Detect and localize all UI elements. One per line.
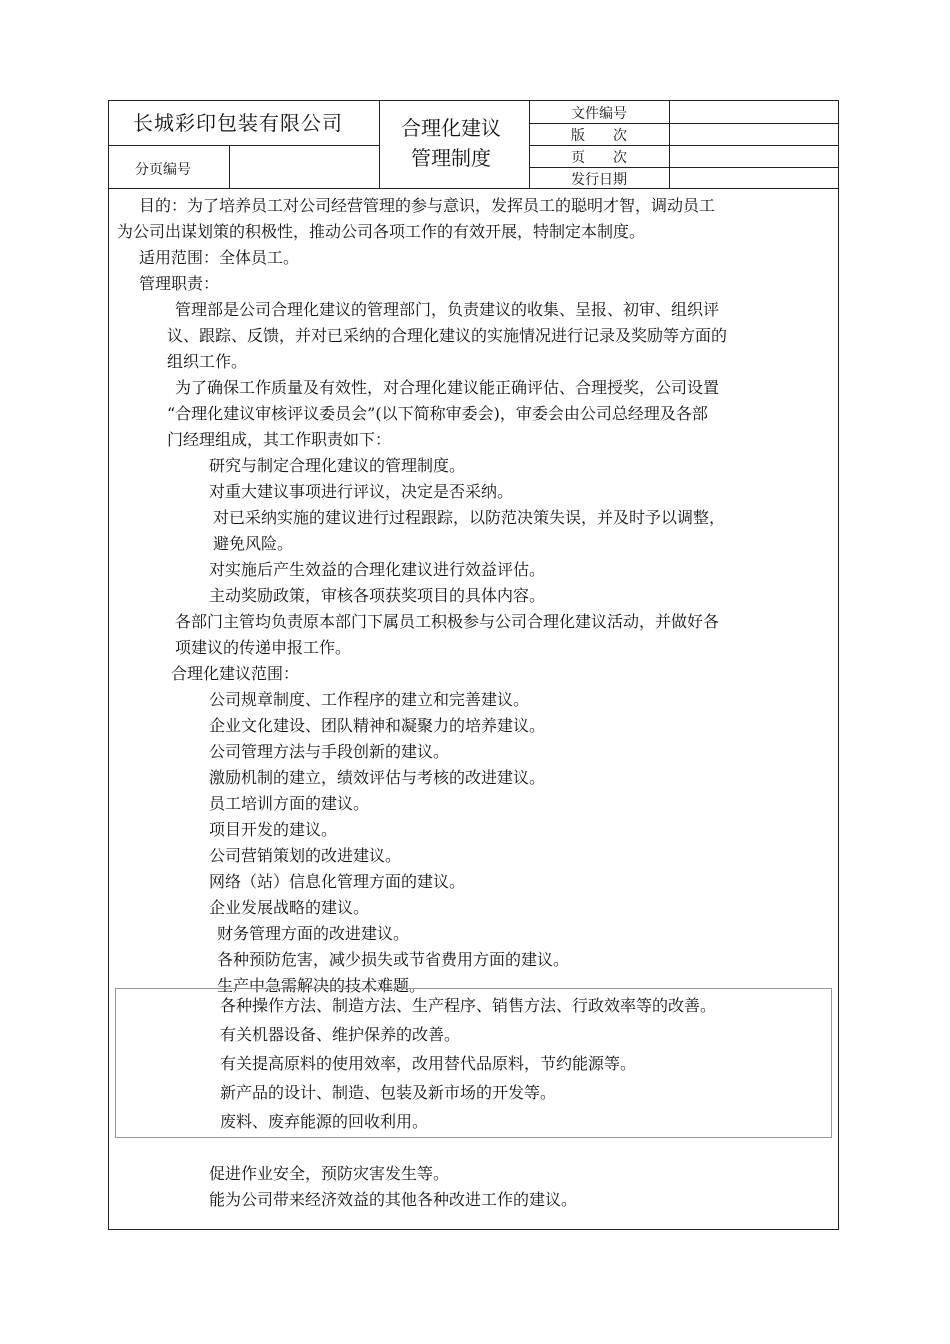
document-header (109, 101, 838, 189)
department-duty-line: 项建议的传递申报工作。 (175, 638, 352, 657)
committee-duty-item: 对已采纳实施的建议进行过程跟踪，以防范决策失误，并及时予以调整， (213, 508, 726, 527)
committee-duty-item: 主动奖励政策，审核各项获奖项目的具体内容。 (209, 586, 546, 605)
range-item: 公司规章制度、工作程序的建立和完善建议。 (209, 690, 530, 709)
scope-line: 适用范围：全体员工。 (139, 248, 300, 267)
committee-duty-item: 对实施后产生效益的合理化建议进行效益评估。 (209, 560, 546, 579)
duty-paragraph-line: 管理部是公司合理化建议的管理部门，负责建议的收集、呈报、初审、组织评 (175, 300, 720, 319)
header-divider (529, 145, 838, 146)
range-item: 公司管理方法与手段创新的建议。 (209, 742, 450, 761)
header-divider (109, 145, 379, 146)
range-item: 项目开发的建议。 (209, 820, 338, 839)
document-title-line1: 合理化建议 (401, 116, 501, 140)
duty-paragraph-line: 组织工作。 (167, 352, 248, 371)
committee-duty-item: 研究与制定合理化建议的管理制度。 (209, 456, 466, 475)
issue-date-label: 发行日期 (571, 172, 627, 188)
duty-paragraph-line: 议、跟踪、反馈，并对已采纳的合理化建议的实施情况进行记录及奖励等方面的 (167, 326, 728, 345)
document-frame (108, 100, 839, 1230)
version-label: 版 次 (571, 128, 627, 144)
company-name: 长城彩印包装有限公司 (133, 111, 343, 135)
range-item: 财务管理方面的改进建议。 (217, 924, 410, 943)
purpose-line: 为公司出谋划策的积极性，推动公司各项工作的有效开展，特制定本制度。 (117, 222, 646, 241)
range-item: 公司营销策划的改进建议。 (209, 846, 402, 865)
range-item: 各种预防危害，减少损失或节省费用方面的建议。 (217, 950, 570, 969)
header-divider (379, 101, 380, 189)
page-label: 页 次 (571, 150, 627, 166)
duty-heading: 管理职责： (139, 274, 220, 293)
header-divider (229, 145, 230, 189)
box-item: 有关提高原料的使用效率，改用替代品原料，节约能源等。 (220, 1054, 637, 1073)
duty-paragraph-line: 门经理组成，其工作职责如下： (167, 430, 392, 449)
document-title (391, 113, 511, 173)
range-item: 促进作业安全，预防灾害发生等。 (209, 1164, 450, 1183)
subpage-number-label: 分页编号 (135, 162, 191, 178)
range-heading: 合理化建议范围： (171, 664, 300, 683)
box-item: 新产品的设计、制造、包装及新市场的开发等。 (220, 1083, 557, 1102)
committee-duty-item: 避免风险。 (213, 534, 294, 553)
range-item: 激励机制的建立，绩效评估与考核的改进建议。 (209, 768, 546, 787)
file-number-label: 文件编号 (571, 106, 627, 122)
purpose-line: 目的：为了培养员工对公司经营管理的参与意识，发挥员工的聪明才智，调动员工 (139, 196, 716, 215)
box-item: 废料、废弃能源的回收利用。 (220, 1112, 429, 1131)
box-item: 各种操作方法、制造方法、生产程序、销售方法、行政效率等的改善。 (220, 996, 717, 1015)
range-item: 企业发展战略的建议。 (209, 898, 370, 917)
header-divider (529, 123, 838, 124)
header-divider (529, 167, 838, 168)
department-duty-line: 各部门主管均负责原本部门下属员工积极参与公司合理化建议活动，并做好各 (175, 612, 720, 631)
range-item: 能为公司带来经济效益的其他各种改进工作的建议。 (209, 1190, 578, 1209)
document-title-line2: 管理制度 (411, 146, 491, 170)
duty-paragraph-line: “合理化建议审核评议委员会”(以下简称审委会)，审委会由公司总经理及各部 (167, 404, 708, 423)
range-item: 网络（站）信息化管理方面的建议。 (209, 872, 466, 891)
improvement-items-box (115, 988, 832, 1138)
box-item: 有关机器设备、维护保养的改善。 (220, 1025, 461, 1044)
committee-duty-item: 对重大建议事项进行评议，决定是否采纳。 (209, 482, 514, 501)
range-item: 员工培训方面的建议。 (209, 794, 370, 813)
range-item: 生产中急需解决的技术难题。 (217, 976, 426, 995)
range-item: 企业文化建设、团队精神和凝聚力的培养建议。 (209, 716, 546, 735)
duty-paragraph-line: 为了确保工作质量及有效性，对合理化建议能正确评估、合理授奖，公司设置 (175, 378, 720, 397)
header-divider (109, 188, 838, 189)
